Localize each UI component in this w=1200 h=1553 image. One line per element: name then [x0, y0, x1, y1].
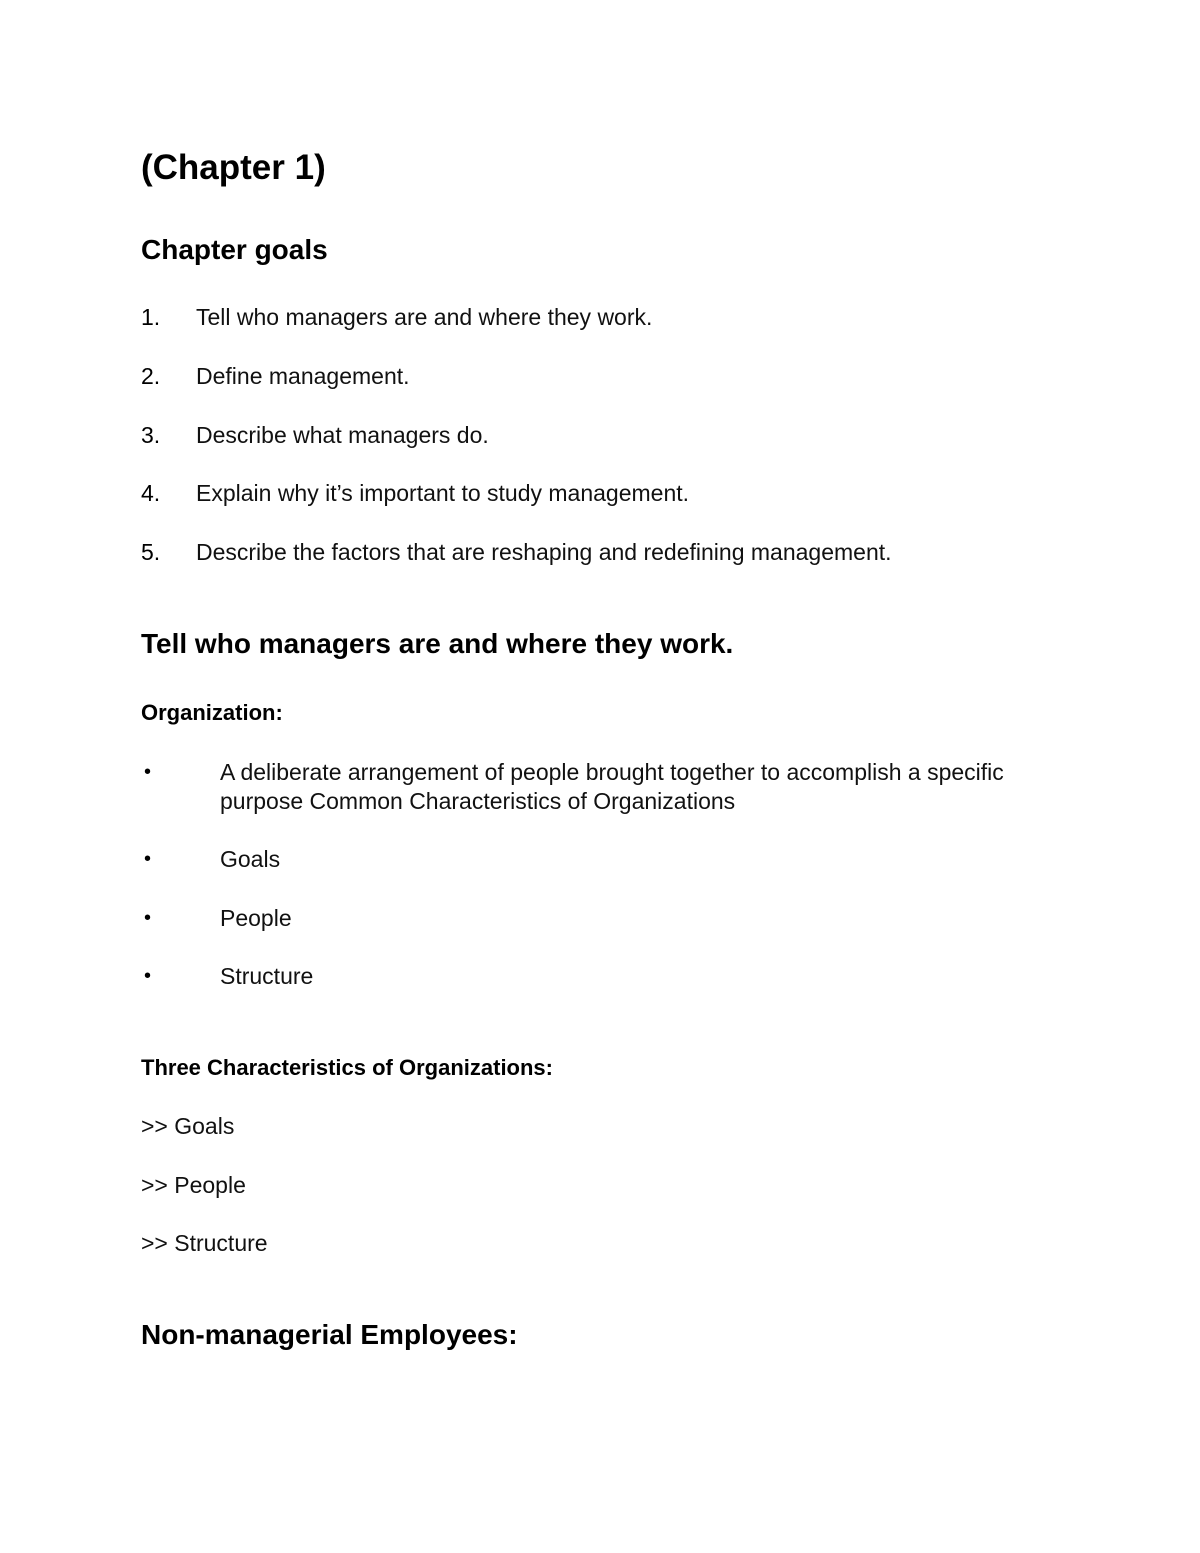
bullet-text: Goals — [220, 846, 281, 872]
section-heading-managers: Tell who managers are and where they work. — [141, 628, 734, 659]
bullet-icon: • — [144, 848, 152, 870]
goal-number: 4. — [141, 480, 161, 506]
section-heading-non-managerial: Non-managerial Employees: — [141, 1319, 518, 1350]
bullet-icon: • — [144, 907, 152, 929]
organization-label: Organization: — [141, 700, 283, 725]
goal-number: 1. — [141, 304, 161, 330]
characteristic-item: >> Goals — [141, 1113, 235, 1139]
bullet-text: A deliberate arrangement of people brought together to accomplish a specific purpose Common Characteristics of Organizations — [220, 759, 1004, 814]
goal-text: Explain why it’s important to study management. — [196, 480, 690, 506]
goal-number: 3. — [141, 422, 161, 448]
chapter-title: (Chapter 1) — [141, 148, 326, 187]
bullet-text: Structure — [220, 963, 314, 989]
goal-number: 5. — [141, 539, 161, 565]
bullet-icon: • — [144, 761, 152, 783]
characteristic-item: >> Structure — [141, 1230, 268, 1256]
goal-number: 2. — [141, 363, 161, 389]
goal-text: Tell who managers are and where they work. — [196, 304, 653, 330]
chapter-goals-heading: Chapter goals — [141, 234, 328, 265]
goal-text: Define management. — [196, 363, 410, 389]
bullet-text: People — [220, 905, 292, 931]
goal-text: Describe what managers do. — [196, 422, 489, 448]
goal-text: Describe the factors that are reshaping and redefining management. — [196, 539, 892, 565]
bullet-icon: • — [144, 965, 152, 987]
characteristic-item: >> People — [141, 1172, 246, 1198]
three-characteristics-label: Three Characteristics of Organizations: — [141, 1055, 553, 1080]
